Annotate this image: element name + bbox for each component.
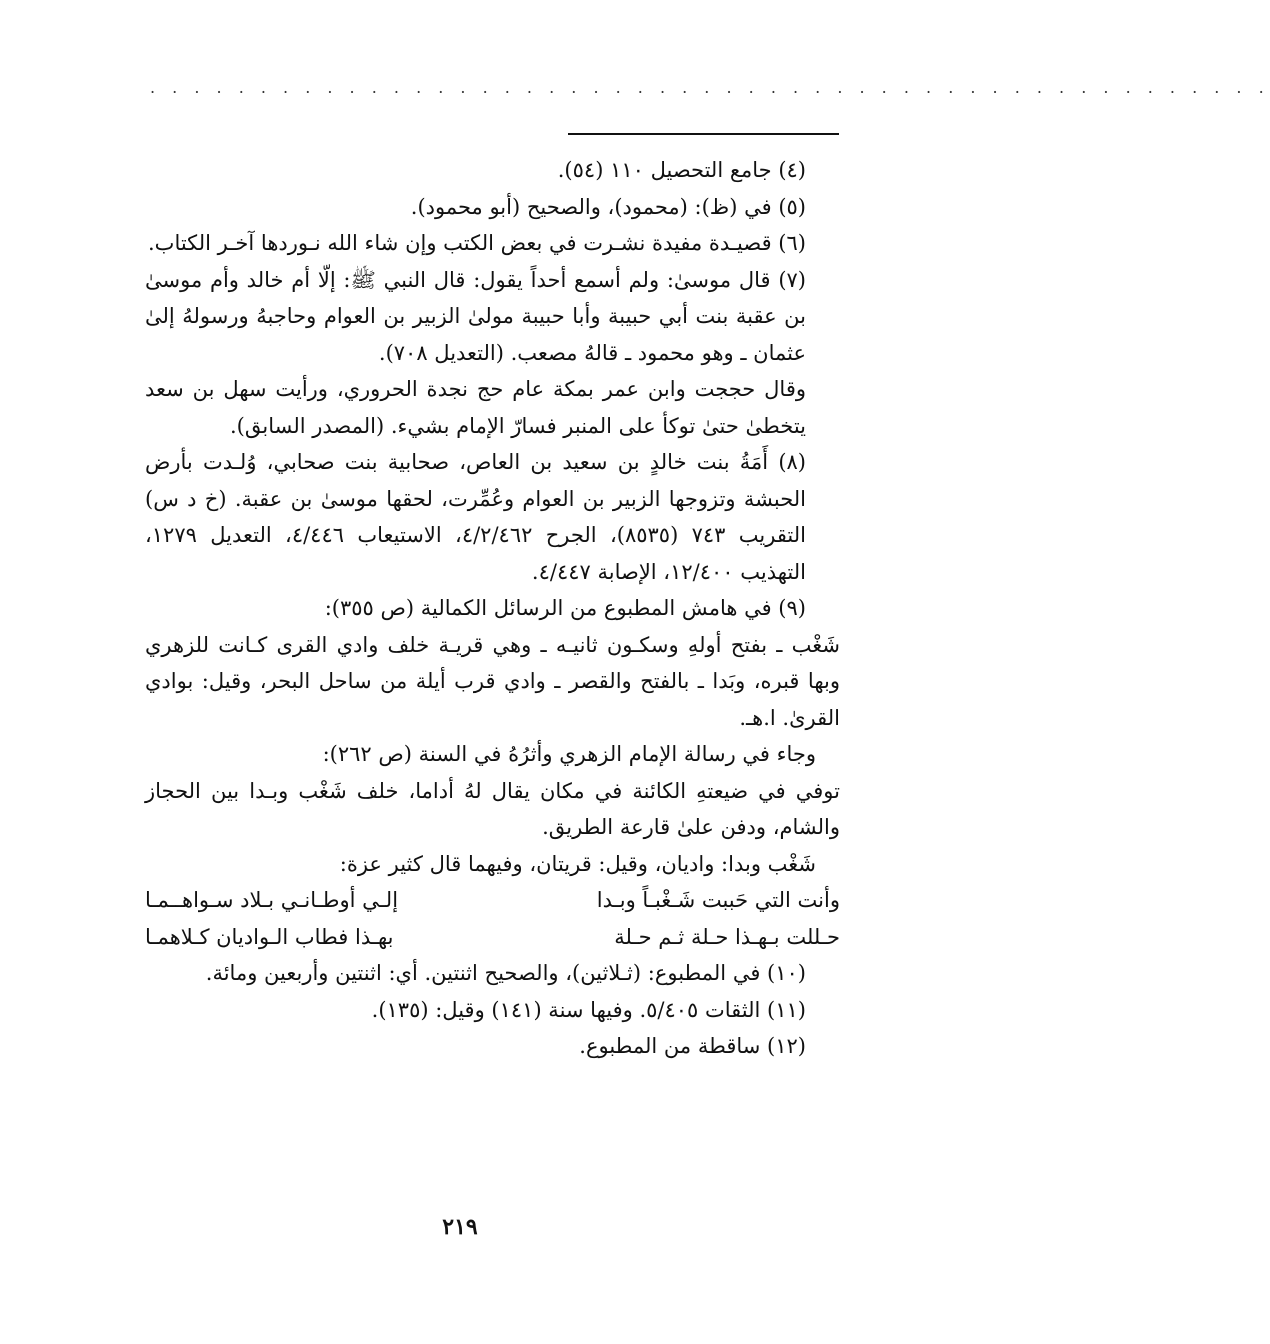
footnote-12: (١٢) ساقطة من المطبوع.	[579, 1034, 806, 1058]
verse-first-hemistich: حـللت بـهـذا حـلة ثـم حـلة	[614, 924, 840, 949]
footnote-5: (٥) في (ظ): (محمود)، والصحيح (أبو محمود).	[410, 194, 806, 219]
footnote-9: (٩) في هامش المطبوع من الرسائل الكمالية (ص ٣٥٥):	[324, 596, 806, 620]
footnote-9-quote: شَغْب ـ بفتح أولهِ وسكـون ثانيـه ـ وهي قريـة خلف وادي القرى كـانت للزهري وبها قبره، وبَدا ـ بالفتح والقصر ـ وادي قرب أيلة من ساحل البحر، وقيل: بوادي القرىٰ. ا.هـ.	[145, 632, 840, 730]
verse-second-hemistich: إلـي أوطـانـي بـلاد سـواهــمـا	[145, 888, 399, 912]
footnote-7-continued: وقال حججت وابن عمر بمكة عام حج نجدة الحروري، ورأيت سهل بن سعد يتخطىٰ حتىٰ توكأ على المنبر فسارّ الإمام بشيء. (المصدر السابق).	[145, 377, 806, 438]
footnote-9-quote-2: توفي في ضيعتهِ الكائنة في مكان يقال لهُ أداما، خلف شَغْب وبـدا بين الحجاز والشام، ودفن علىٰ قارعة الطريق.	[145, 778, 840, 839]
poem-verse	[145, 919, 840, 956]
verse-second-hemistich: بهـذا فطاب الـواديان كـلاهمـا	[145, 924, 394, 949]
footnote-rule	[568, 133, 839, 135]
footnote-6: (٦) قصيـدة مفيدة نشـرت في بعض الكتب وإن شاء الله نـوردها آخـر الكتاب.	[148, 231, 806, 255]
footnote-10: (١٠) في المطبوع: (ثـلاثين)، والصحيح اثنتين. أي: اثنتين وأربعين ومائة.	[205, 961, 806, 985]
footnote-4: (٤) جامع التحصيل ١١٠ (٥٤).	[557, 158, 806, 182]
footnote-11: (١١) الثقات ٥/٤٠٥. وفيها سنة (١٤١) وقيل: (١٣٥).	[371, 997, 806, 1022]
verse-first-hemistich: وأنت التي حَببت شَـغْبـاً وبـدا	[596, 888, 840, 912]
footnotes	[145, 152, 840, 1065]
footnote-9-poem-intro: شَغْب وبدا: واديان، وقيل: قريتان، وفيهما قال كثير عزة:	[339, 851, 816, 876]
footnote-9-source: وجاء في رسالة الإمام الزهري وأثرُهُ في السنة (ص ٢٦٢):	[322, 742, 816, 766]
dotted-separator: . . . . . . . . . . . . . . . . . . . . . . . . . . . . . . . . . . . . . . . . . . . . . . . . . . .	[150, 78, 1270, 97]
poem-verse	[145, 882, 840, 919]
page-number: ٢١٩	[442, 1214, 478, 1240]
footnote-7: (٧) قال موسىٰ: ولم أسمع أحداً يقول: قال النبي ﷺ: إلّا أم خالد وأم موسىٰ بن عقبة بنت أبي حبيبة وأبا حبيبة مولىٰ الزبير بن العوام وحاجبهُ ورسولهُ إلىٰ عثمان ـ وهو محمود ـ قالهُ مصعب. (التعديل ٧٠٨).	[145, 267, 806, 365]
footnote-8: (٨) أَمَةُ بنت خالدٍ بن سعيد بن العاص، صحابية بنت صحابي، وُلـدت بأرض الحبشة وتزوجها الزبير بن العوام وعُمِّرت، لحقها موسىٰ بن عقبة. (خ د س) التقريب ٧٤٣ (٨٥٣٥)، الجرح ٤/٢/٤٦٢، الاستيعاب ٤/٤٤٦، التعديل ١٢٧٩، التهذيب ١٢/٤٠٠، الإصابة ٤/٤٤٧.	[145, 450, 807, 584]
